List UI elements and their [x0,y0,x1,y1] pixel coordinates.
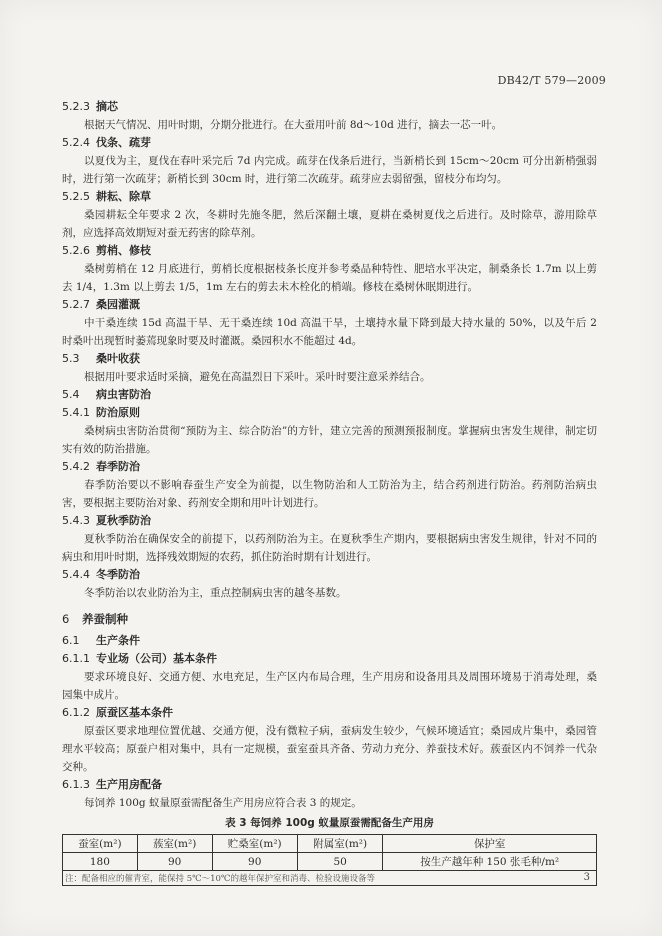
section-title: 摘芯 [96,100,118,113]
section-title: 桑园灌溉 [96,298,140,311]
table-cell: 按生产越年种 150 张毛种/m² [383,853,597,871]
table-cell: 90 [137,853,212,871]
table-caption: 表 3 每饲养 100g 蚁量原蚕需配备生产用房 [225,817,434,829]
section-title: 原蚕区基本条件 [96,706,173,719]
section-number: 6 [62,612,70,626]
section-title: 防治原则 [96,406,140,419]
section-heading [62,458,597,476]
section-heading [62,776,597,794]
section-number: 6.1 [62,634,80,647]
section-number: 5.2.6 [62,244,90,257]
section-number: 5.4 [62,388,80,401]
section-title: 耕耘、除草 [96,190,151,203]
table-cell: 90 [212,853,297,871]
table-header-cell: 蚕室(m²) [63,835,138,853]
table-header-cell: 保护室 [383,835,597,853]
table-cell: 50 [297,853,382,871]
section-title: 夏秋季防治 [96,514,151,527]
section-number: 5.4.3 [62,514,90,527]
section-heading [62,188,597,206]
page-content [62,98,597,886]
paragraph: 冬季防治以农业防治为主，重点控制病虫害的越冬基数。 [84,587,347,599]
section-number: 5.4.1 [62,406,90,419]
section-heading [62,134,597,152]
section-heading [62,512,597,530]
table-note: 注：配备相应的催青室，能保持 5℃～10℃的越年保护室和消毒、检验设施设备等 [63,871,597,886]
section-heading [62,242,597,260]
paragraph: 春季防治要以不影响春蚕生产安全为前提，以生物防治和人工防治为主，结合药剂进行防治。药剂防治病虫害，要根据主要防治对象、药剂安全期和用叶计划进行。 [62,479,597,509]
section-number: 6.1.2 [62,706,90,719]
section-title: 专业场（公司）基本条件 [96,652,217,665]
section-heading [62,650,597,668]
section-heading [62,296,597,314]
paragraph: 桑树剪梢在 12 月底进行，剪梢长度根据枝条长度并参考桑品种特性、肥培水平决定，制桑条长 1.7m 以上剪去 1/4，1.3m 以上剪去 1/5，1m 左右的剪去未木栓化的梢端。修枝在桑树休眠期进行。 [62,263,597,293]
section-title: 生产条件 [96,634,140,647]
paragraph: 以夏伐为主，夏伐在春叶采完后 7d 内完成。疏芽在伐条后进行，当新梢长到 15cm～20cm 可分出新梢强弱时，进行第一次疏芽；新梢长到 30cm 时，进行第二次疏芽。疏芽应去弱留强，留枝分布均匀。 [62,155,597,185]
table-note-row [63,871,597,886]
table-header-row [63,835,597,853]
section-number: 6.1.1 [62,652,90,665]
section-number: 6.1.3 [62,778,90,791]
section-title: 剪梢、修枝 [96,244,151,257]
paragraph: 每饲养 100g 蚁量原蚕需配备生产用房应符合表 3 的规定。 [84,797,362,809]
paragraph: 桑园耕耘全年要求 2 次，冬耕时先施冬肥，然后深翻土壤，夏耕在桑树夏伐之后进行。及时除草，游用除草剂，应选择高效期短对蚕无药害的除草剂。 [62,209,597,239]
section-heading [62,632,597,650]
paragraph: 根据用叶要求适时采摘，避免在高温烈日下采叶。采叶时要注意采养结合。 [84,371,431,383]
section-title: 养蚕制种 [82,612,128,626]
section-title: 冬季防治 [96,568,140,581]
section-heading [62,404,597,422]
paragraph: 原蚕区要求地理位置优越、交通方便，没有微粒子病，蚕病发生较少，气候环境适宜；桑园成片集中，桑园管理水平较高；原蚕户相对集中，具有一定规模，蚕室蚕具齐备、劳动力充分、养蚕技术好。蔟蚕区内不饲养一代杂交种。 [62,725,597,773]
table-cell: 180 [63,853,138,871]
section-title: 桑叶收获 [96,352,140,365]
paragraph: 桑树病虫害防治贯彻“预防为主、综合防治”的方针，建立完善的预测预报制度。掌握病虫害发生规律，制定切实有效的防治措施。 [62,425,597,455]
section-number: 5.4.2 [62,460,90,473]
section-title: 生产用房配备 [96,778,162,791]
section-number: 5.2.5 [62,190,90,203]
section-heading [62,386,597,404]
section-title: 伐条、疏芽 [96,136,151,149]
section-heading [62,704,597,722]
standard-code: DB42/T 579—2009 [497,74,606,87]
table-header-cell: 附属室(m²) [297,835,382,853]
page-number: 3 [583,872,590,883]
section-number: 5.3 [62,352,80,365]
section-title: 病虫害防治 [96,388,151,401]
paragraph: 中干桑连续 15d 高温干旱、无干桑连续 10d 高温干旱，土壤持水量下降到最大持水量的 50%，以及午后 2 时桑叶出现暂时萎蔫现象时要及时灌溉。桑园积水不能超过 4d。 [62,317,597,347]
section-title: 春季防治 [96,460,140,473]
section-heading [62,566,597,584]
section-number: 5.4.4 [62,568,90,581]
table-header-cell: 贮桑室(m²) [212,835,297,853]
housing-table [62,834,597,886]
table-row [63,853,597,871]
table-header-cell: 蔟室(m²) [137,835,212,853]
paragraph: 根据天气情况、用叶时期，分期分批进行。在大蚕用叶前 8d～10d 进行，摘去一芯一叶。 [84,119,503,131]
paragraph: 夏秋季防治在确保安全的前提下，以药剂防治为主。在夏秋季生产期内，要根据病虫害发生规律，针对不同的病虫和用叶时期，选择残效期短的农药，抓住防治时期有计划进行。 [62,533,597,563]
section-heading [62,350,597,368]
chapter-heading [62,610,597,628]
section-heading [62,98,597,116]
section-number: 5.2.4 [62,136,90,149]
section-number: 5.2.3 [62,100,90,113]
section-number: 5.2.7 [62,298,90,311]
paragraph: 要求环境良好、交通方便、水电充足，生产区内布局合理，生产用房和设备用具及周围环境易于消毒处理，桑园集中成片。 [62,671,597,701]
